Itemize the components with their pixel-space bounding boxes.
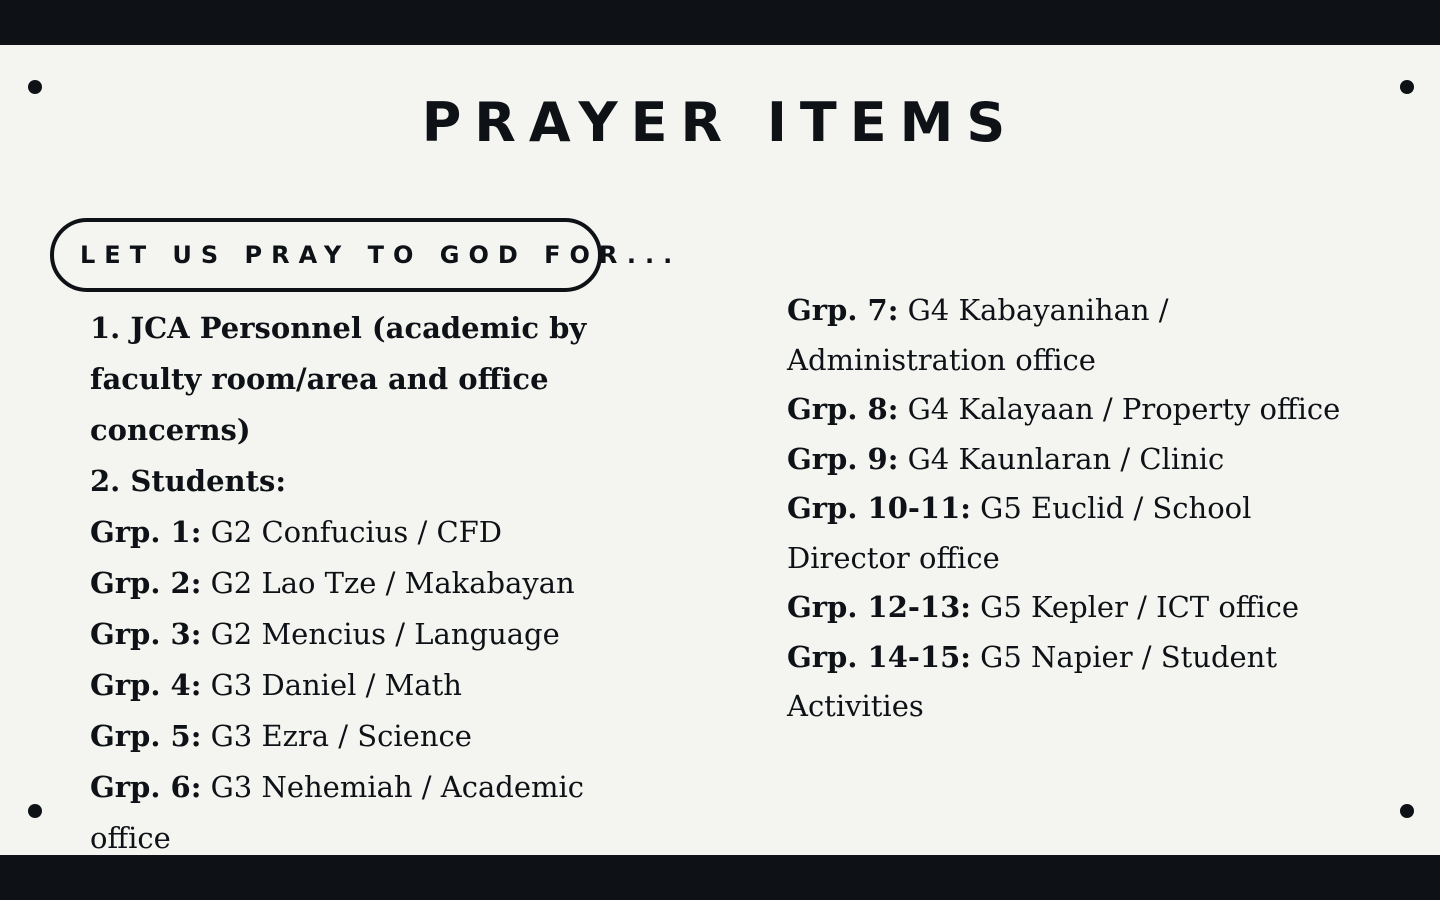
item-text: G5 Euclid / School Director office xyxy=(787,491,1252,575)
item-prefix: Grp. 7: xyxy=(787,293,899,327)
item-prefix: Grp. 3: xyxy=(90,617,202,651)
list-item xyxy=(90,660,650,711)
list-item xyxy=(787,633,1347,732)
item-prefix: Grp. 12-13: xyxy=(787,590,971,624)
corner-dot-bottom-left xyxy=(28,804,42,818)
item-text: G2 Lao Tze / Makabayan xyxy=(201,566,575,600)
item-text: G3 Nehemiah / Academic office xyxy=(90,770,584,855)
item-text: G2 Mencius / Language xyxy=(201,617,560,651)
item-text: G3 Daniel / Math xyxy=(201,668,462,702)
page-title: PRAYER ITEMS xyxy=(421,91,1019,154)
item-prefix: 2. Students: xyxy=(90,464,287,498)
list-item xyxy=(787,583,1347,633)
item-prefix: Grp. 4: xyxy=(90,668,202,702)
item-prefix: Grp. 8: xyxy=(787,392,899,426)
item-prefix: Grp. 9: xyxy=(787,441,899,476)
slide xyxy=(0,45,1440,855)
item-prefix: Grp. 14-15: xyxy=(787,639,971,674)
item-prefix: Grp. 2: xyxy=(90,566,202,600)
list-item xyxy=(90,762,650,864)
list-item xyxy=(787,286,1347,385)
item-prefix: Grp. 10-11: xyxy=(787,491,971,525)
item-text: G5 Kepler / ICT office xyxy=(970,590,1300,624)
list-item xyxy=(90,609,650,660)
intro-pill-label: LET US PRAY TO GOD FOR... xyxy=(50,218,602,292)
right-prayer-list xyxy=(787,286,1347,732)
list-item xyxy=(787,484,1347,583)
list-item xyxy=(90,558,650,609)
item-prefix: Grp. 1: xyxy=(90,515,202,549)
item-text: G4 Kaunlaran / Clinic xyxy=(898,441,1225,476)
item-prefix: 1. JCA Personnel (academic by faculty room/area and office concerns) xyxy=(90,311,587,447)
item-text: G5 Napier / Student Activities xyxy=(787,639,1278,723)
item-text: G4 Kabayanihan / Administration office xyxy=(787,293,1169,377)
list-item xyxy=(90,507,650,558)
list-item xyxy=(787,435,1347,485)
item-text: G3 Ezra / Science xyxy=(201,719,472,753)
item-text: G2 Confucius / CFD xyxy=(201,515,503,549)
list-item xyxy=(787,385,1347,435)
corner-dot-bottom-right xyxy=(1400,804,1414,818)
item-prefix: Grp. 5: xyxy=(90,719,202,753)
list-item xyxy=(90,303,650,456)
list-item xyxy=(90,456,650,507)
left-prayer-list xyxy=(90,303,650,864)
item-text: G4 Kalayaan / Property office xyxy=(898,392,1341,426)
item-prefix: Grp. 6: xyxy=(90,770,202,804)
list-item xyxy=(90,711,650,762)
